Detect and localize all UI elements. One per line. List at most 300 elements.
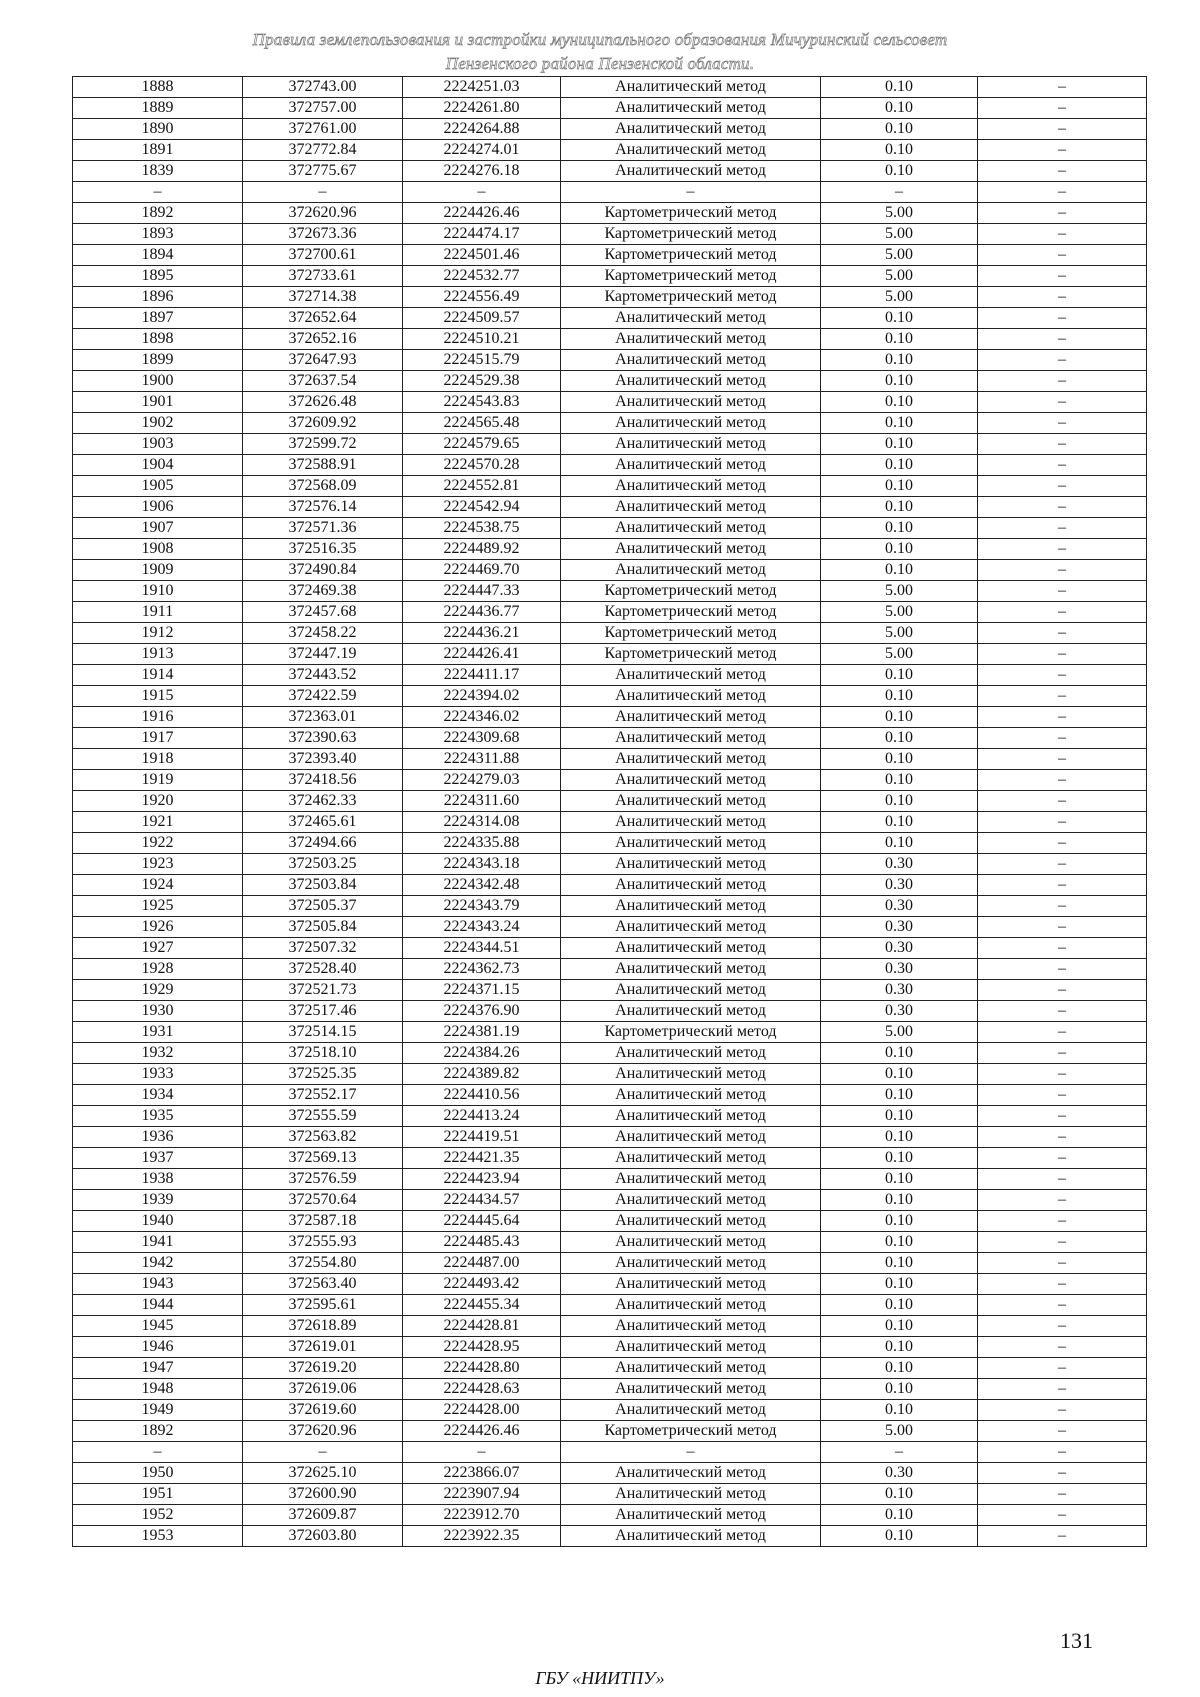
accuracy-cell: 0.10 xyxy=(821,350,978,371)
description-cell: – xyxy=(978,1484,1147,1505)
method-cell: Картометрический метод xyxy=(561,245,821,266)
method-cell: Аналитический метод xyxy=(561,476,821,497)
table-row xyxy=(73,749,1147,770)
method-cell: Аналитический метод xyxy=(561,1127,821,1148)
point-number-cell: 1889 xyxy=(73,98,243,119)
document-footer: ГБУ «НИИТПУ» xyxy=(535,1668,665,1688)
y-coordinate-cell: 2224384.26 xyxy=(403,1043,561,1064)
y-coordinate-cell: – xyxy=(403,1442,561,1463)
point-number-cell: 1923 xyxy=(73,854,243,875)
table-row xyxy=(73,161,1147,182)
method-cell: Картометрический метод xyxy=(561,224,821,245)
method-cell: Аналитический метод xyxy=(561,770,821,791)
x-coordinate-cell: 372418.56 xyxy=(243,770,403,791)
y-coordinate-cell: 2224515.79 xyxy=(403,350,561,371)
table-row xyxy=(73,1421,1147,1442)
coordinates-table xyxy=(72,76,1147,1547)
point-number-cell: 1890 xyxy=(73,119,243,140)
description-cell: – xyxy=(978,623,1147,644)
method-cell: Аналитический метод xyxy=(561,161,821,182)
description-cell: – xyxy=(978,1316,1147,1337)
method-cell: Картометрический метод xyxy=(561,1421,821,1442)
description-cell: – xyxy=(978,770,1147,791)
table-row xyxy=(73,413,1147,434)
y-coordinate-cell: 2224343.79 xyxy=(403,896,561,917)
accuracy-cell: – xyxy=(821,1442,978,1463)
y-coordinate-cell: 2224389.82 xyxy=(403,1064,561,1085)
description-cell: – xyxy=(978,77,1147,98)
table-row xyxy=(73,1001,1147,1022)
method-cell: Аналитический метод xyxy=(561,1211,821,1232)
description-cell: – xyxy=(978,917,1147,938)
x-coordinate-cell: 372516.35 xyxy=(243,539,403,560)
method-cell: Аналитический метод xyxy=(561,1316,821,1337)
method-cell: Картометрический метод xyxy=(561,1022,821,1043)
y-coordinate-cell: 2224274.01 xyxy=(403,140,561,161)
accuracy-cell: 5.00 xyxy=(821,245,978,266)
x-coordinate-cell: 372490.84 xyxy=(243,560,403,581)
point-number-cell: – xyxy=(73,1442,243,1463)
point-number-cell: 1919 xyxy=(73,770,243,791)
method-cell: Аналитический метод xyxy=(561,1295,821,1316)
table-row xyxy=(73,875,1147,896)
description-cell: – xyxy=(978,959,1147,980)
description-cell: – xyxy=(978,203,1147,224)
method-cell: Аналитический метод xyxy=(561,938,821,959)
point-number-cell: 1893 xyxy=(73,224,243,245)
point-number-cell: 1918 xyxy=(73,749,243,770)
method-cell: Аналитический метод xyxy=(561,77,821,98)
description-cell: – xyxy=(978,1337,1147,1358)
method-cell: Аналитический метод xyxy=(561,854,821,875)
y-coordinate-cell: 2224428.81 xyxy=(403,1316,561,1337)
description-cell: – xyxy=(978,665,1147,686)
table-row xyxy=(73,854,1147,875)
accuracy-cell: 0.10 xyxy=(821,1526,978,1547)
description-cell: – xyxy=(978,140,1147,161)
point-number-cell: 1897 xyxy=(73,308,243,329)
description-cell: – xyxy=(978,1421,1147,1442)
y-coordinate-cell: 2224501.46 xyxy=(403,245,561,266)
method-cell: Аналитический метод xyxy=(561,1400,821,1421)
method-cell: Аналитический метод xyxy=(561,119,821,140)
accuracy-cell: 0.10 xyxy=(821,728,978,749)
x-coordinate-cell: 372595.61 xyxy=(243,1295,403,1316)
description-cell: – xyxy=(978,98,1147,119)
y-coordinate-cell: 2224428.00 xyxy=(403,1400,561,1421)
point-number-cell: 1914 xyxy=(73,665,243,686)
x-coordinate-cell: 372652.64 xyxy=(243,308,403,329)
point-number-cell: 1942 xyxy=(73,1253,243,1274)
point-number-cell: 1924 xyxy=(73,875,243,896)
accuracy-cell: 5.00 xyxy=(821,203,978,224)
accuracy-cell: 0.10 xyxy=(821,1190,978,1211)
method-cell: Аналитический метод xyxy=(561,308,821,329)
page-number: 131 xyxy=(1060,1628,1093,1653)
description-cell: – xyxy=(978,938,1147,959)
table-row xyxy=(73,1337,1147,1358)
point-number-cell: 1892 xyxy=(73,1421,243,1442)
table-row xyxy=(73,833,1147,854)
method-cell: Картометрический метод xyxy=(561,623,821,644)
x-coordinate-cell: 372772.84 xyxy=(243,140,403,161)
x-coordinate-cell: 372465.61 xyxy=(243,812,403,833)
point-number-cell: 1902 xyxy=(73,413,243,434)
accuracy-cell: 0.10 xyxy=(821,497,978,518)
accuracy-cell: 0.10 xyxy=(821,308,978,329)
y-coordinate-cell: 2224447.33 xyxy=(403,581,561,602)
accuracy-cell: 0.10 xyxy=(821,560,978,581)
x-coordinate-cell: 372600.90 xyxy=(243,1484,403,1505)
table-row xyxy=(73,1043,1147,1064)
x-coordinate-cell: 372620.96 xyxy=(243,1421,403,1442)
point-number-cell: 1901 xyxy=(73,392,243,413)
accuracy-cell: 0.30 xyxy=(821,917,978,938)
description-cell: – xyxy=(978,1358,1147,1379)
method-cell: Аналитический метод xyxy=(561,140,821,161)
description-cell: – xyxy=(978,980,1147,1001)
x-coordinate-cell: 372619.20 xyxy=(243,1358,403,1379)
table-row xyxy=(73,1463,1147,1484)
point-number-cell: 1947 xyxy=(73,1358,243,1379)
y-coordinate-cell: 2224344.51 xyxy=(403,938,561,959)
x-coordinate-cell: 372609.92 xyxy=(243,413,403,434)
method-cell: Аналитический метод xyxy=(561,413,821,434)
point-number-cell: 1892 xyxy=(73,203,243,224)
description-cell: – xyxy=(978,728,1147,749)
x-coordinate-cell: 372571.36 xyxy=(243,518,403,539)
x-coordinate-cell: 372588.91 xyxy=(243,455,403,476)
point-number-cell: 1899 xyxy=(73,350,243,371)
point-number-cell: 1911 xyxy=(73,602,243,623)
description-cell: – xyxy=(978,1190,1147,1211)
table-row xyxy=(73,644,1147,665)
table-row xyxy=(73,1211,1147,1232)
table-row xyxy=(73,1148,1147,1169)
accuracy-cell: 0.10 xyxy=(821,1358,978,1379)
accuracy-cell: 0.10 xyxy=(821,833,978,854)
header-line-2: Пензенского района Пензенской области. xyxy=(445,54,755,73)
accuracy-cell: 0.10 xyxy=(821,707,978,728)
accuracy-cell: 0.10 xyxy=(821,77,978,98)
x-coordinate-cell: 372587.18 xyxy=(243,1211,403,1232)
table-row xyxy=(73,371,1147,392)
method-cell: Аналитический метод xyxy=(561,875,821,896)
accuracy-cell: 0.10 xyxy=(821,161,978,182)
x-coordinate-cell: 372609.87 xyxy=(243,1505,403,1526)
table-row xyxy=(73,560,1147,581)
point-number-cell: 1932 xyxy=(73,1043,243,1064)
description-cell: – xyxy=(978,560,1147,581)
x-coordinate-cell: 372521.73 xyxy=(243,980,403,1001)
x-coordinate-cell: 372568.09 xyxy=(243,476,403,497)
table-row xyxy=(73,1379,1147,1400)
point-number-cell: 1895 xyxy=(73,266,243,287)
table-row xyxy=(73,602,1147,623)
method-cell: Аналитический метод xyxy=(561,1064,821,1085)
method-cell: Аналитический метод xyxy=(561,497,821,518)
description-cell: – xyxy=(978,1400,1147,1421)
x-coordinate-cell: 372563.82 xyxy=(243,1127,403,1148)
method-cell: Аналитический метод xyxy=(561,896,821,917)
y-coordinate-cell: 2224371.15 xyxy=(403,980,561,1001)
point-number-cell: 1927 xyxy=(73,938,243,959)
description-cell: – xyxy=(978,875,1147,896)
description-cell: – xyxy=(978,1379,1147,1400)
accuracy-cell: 0.30 xyxy=(821,938,978,959)
accuracy-cell: 0.10 xyxy=(821,98,978,119)
x-coordinate-cell: 372390.63 xyxy=(243,728,403,749)
point-number-cell: 1945 xyxy=(73,1316,243,1337)
table-row xyxy=(73,1127,1147,1148)
table-row xyxy=(73,1358,1147,1379)
table-row xyxy=(73,791,1147,812)
method-cell: Аналитический метод xyxy=(561,1085,821,1106)
point-number-cell: 1905 xyxy=(73,476,243,497)
accuracy-cell: 0.30 xyxy=(821,959,978,980)
point-number-cell: 1913 xyxy=(73,644,243,665)
accuracy-cell: 0.10 xyxy=(821,1148,978,1169)
description-cell: – xyxy=(978,434,1147,455)
x-coordinate-cell: 372775.67 xyxy=(243,161,403,182)
point-number-cell: 1917 xyxy=(73,728,243,749)
y-coordinate-cell: 2224428.80 xyxy=(403,1358,561,1379)
y-coordinate-cell: 2224579.65 xyxy=(403,434,561,455)
y-coordinate-cell: – xyxy=(403,182,561,203)
description-cell: – xyxy=(978,707,1147,728)
x-coordinate-cell: 372603.80 xyxy=(243,1526,403,1547)
x-coordinate-cell: 372517.46 xyxy=(243,1001,403,1022)
description-cell: – xyxy=(978,1505,1147,1526)
method-cell: Аналитический метод xyxy=(561,1484,821,1505)
method-cell: Аналитический метод xyxy=(561,686,821,707)
point-number-cell: 1915 xyxy=(73,686,243,707)
y-coordinate-cell: 2224426.41 xyxy=(403,644,561,665)
point-number-cell: 1931 xyxy=(73,1022,243,1043)
header-line-1: Правила землепользования и застройки муниципального образования Мичуринский сельсовет xyxy=(252,30,948,49)
method-cell: Аналитический метод xyxy=(561,707,821,728)
method-cell: Аналитический метод xyxy=(561,749,821,770)
description-cell: – xyxy=(978,119,1147,140)
y-coordinate-cell: 2224410.56 xyxy=(403,1085,561,1106)
description-cell: – xyxy=(978,854,1147,875)
y-coordinate-cell: 2224423.94 xyxy=(403,1169,561,1190)
table-row xyxy=(73,1169,1147,1190)
x-coordinate-cell: 372625.10 xyxy=(243,1463,403,1484)
description-cell: – xyxy=(978,812,1147,833)
x-coordinate-cell: 372363.01 xyxy=(243,707,403,728)
method-cell: Аналитический метод xyxy=(561,1274,821,1295)
point-number-cell: 1898 xyxy=(73,329,243,350)
table-row xyxy=(73,518,1147,539)
point-number-cell: 1941 xyxy=(73,1232,243,1253)
description-cell: – xyxy=(978,1043,1147,1064)
accuracy-cell: 0.10 xyxy=(821,1211,978,1232)
table-row xyxy=(73,497,1147,518)
description-cell: – xyxy=(978,749,1147,770)
table-row xyxy=(73,581,1147,602)
table-row xyxy=(73,119,1147,140)
y-coordinate-cell: 2224342.48 xyxy=(403,875,561,896)
table-row xyxy=(73,287,1147,308)
x-coordinate-cell: 372619.60 xyxy=(243,1400,403,1421)
x-coordinate-cell: 372569.13 xyxy=(243,1148,403,1169)
table-row xyxy=(73,392,1147,413)
description-cell: – xyxy=(978,1463,1147,1484)
y-coordinate-cell: 2224436.21 xyxy=(403,623,561,644)
method-cell: Аналитический метод xyxy=(561,1106,821,1127)
y-coordinate-cell: 2224413.24 xyxy=(403,1106,561,1127)
method-cell: Аналитический метод xyxy=(561,392,821,413)
point-number-cell: 1907 xyxy=(73,518,243,539)
x-coordinate-cell: 372761.00 xyxy=(243,119,403,140)
table-row xyxy=(73,665,1147,686)
y-coordinate-cell: 2224556.49 xyxy=(403,287,561,308)
description-cell: – xyxy=(978,161,1147,182)
method-cell: Аналитический метод xyxy=(561,812,821,833)
y-coordinate-cell: 2224489.92 xyxy=(403,539,561,560)
table-row xyxy=(73,1295,1147,1316)
y-coordinate-cell: 2224538.75 xyxy=(403,518,561,539)
x-coordinate-cell: 372599.72 xyxy=(243,434,403,455)
description-cell: – xyxy=(978,896,1147,917)
table-row xyxy=(73,476,1147,497)
x-coordinate-cell: 372393.40 xyxy=(243,749,403,770)
x-coordinate-cell: – xyxy=(243,1442,403,1463)
point-number-cell: 1921 xyxy=(73,812,243,833)
accuracy-cell: 0.10 xyxy=(821,329,978,350)
y-coordinate-cell: 2224394.02 xyxy=(403,686,561,707)
description-cell: – xyxy=(978,644,1147,665)
description-cell: – xyxy=(978,224,1147,245)
point-number-cell: 1916 xyxy=(73,707,243,728)
point-number-cell: 1952 xyxy=(73,1505,243,1526)
table-row xyxy=(73,329,1147,350)
x-coordinate-cell: 372570.64 xyxy=(243,1190,403,1211)
y-coordinate-cell: 2224445.64 xyxy=(403,1211,561,1232)
y-coordinate-cell: 2224474.17 xyxy=(403,224,561,245)
point-number-cell: 1943 xyxy=(73,1274,243,1295)
description-cell: – xyxy=(978,581,1147,602)
table-row xyxy=(73,98,1147,119)
method-cell: Аналитический метод xyxy=(561,1526,821,1547)
y-coordinate-cell: 2224426.46 xyxy=(403,1421,561,1442)
y-coordinate-cell: 2224346.02 xyxy=(403,707,561,728)
method-cell: Аналитический метод xyxy=(561,371,821,392)
description-cell: – xyxy=(978,350,1147,371)
point-number-cell: 1909 xyxy=(73,560,243,581)
y-coordinate-cell: 2224493.42 xyxy=(403,1274,561,1295)
y-coordinate-cell: 2224381.19 xyxy=(403,1022,561,1043)
y-coordinate-cell: 2224343.24 xyxy=(403,917,561,938)
accuracy-cell: 0.10 xyxy=(821,1295,978,1316)
y-coordinate-cell: 2224469.70 xyxy=(403,560,561,581)
point-number-cell: 1925 xyxy=(73,896,243,917)
y-coordinate-cell: 2224314.08 xyxy=(403,812,561,833)
x-coordinate-cell: 372457.68 xyxy=(243,602,403,623)
method-cell: – xyxy=(561,182,821,203)
y-coordinate-cell: 2224426.46 xyxy=(403,203,561,224)
method-cell: Аналитический метод xyxy=(561,434,821,455)
table-row xyxy=(73,959,1147,980)
point-number-cell: 1888 xyxy=(73,77,243,98)
table-row xyxy=(73,77,1147,98)
x-coordinate-cell: 372505.37 xyxy=(243,896,403,917)
description-cell: – xyxy=(978,392,1147,413)
point-number-cell: 1930 xyxy=(73,1001,243,1022)
method-cell: Аналитический метод xyxy=(561,329,821,350)
method-cell: Аналитический метод xyxy=(561,518,821,539)
x-coordinate-cell: 372528.40 xyxy=(243,959,403,980)
method-cell: Аналитический метод xyxy=(561,665,821,686)
method-cell: Картометрический метод xyxy=(561,203,821,224)
point-number-cell: 1938 xyxy=(73,1169,243,1190)
method-cell: Аналитический метод xyxy=(561,959,821,980)
method-cell: Картометрический метод xyxy=(561,644,821,665)
accuracy-cell: 0.30 xyxy=(821,1463,978,1484)
point-number-cell: 1948 xyxy=(73,1379,243,1400)
description-cell: – xyxy=(978,1253,1147,1274)
point-number-cell: 1920 xyxy=(73,791,243,812)
y-coordinate-cell: 2224434.57 xyxy=(403,1190,561,1211)
y-coordinate-cell: 2224276.18 xyxy=(403,161,561,182)
accuracy-cell: 0.10 xyxy=(821,119,978,140)
description-cell: – xyxy=(978,602,1147,623)
point-number-cell: 1900 xyxy=(73,371,243,392)
point-number-cell: 1953 xyxy=(73,1526,243,1547)
accuracy-cell: 0.10 xyxy=(821,1127,978,1148)
x-coordinate-cell: 372552.17 xyxy=(243,1085,403,1106)
table-row xyxy=(73,224,1147,245)
description-cell: – xyxy=(978,371,1147,392)
method-cell: Аналитический метод xyxy=(561,455,821,476)
y-coordinate-cell: 2224510.21 xyxy=(403,329,561,350)
table-row xyxy=(73,266,1147,287)
method-cell: Аналитический метод xyxy=(561,1043,821,1064)
x-coordinate-cell: 372469.38 xyxy=(243,581,403,602)
description-cell: – xyxy=(978,1022,1147,1043)
y-coordinate-cell: 2223922.35 xyxy=(403,1526,561,1547)
method-cell: Картометрический метод xyxy=(561,266,821,287)
accuracy-cell: 0.10 xyxy=(821,1400,978,1421)
y-coordinate-cell: 2224311.88 xyxy=(403,749,561,770)
x-coordinate-cell: 372503.84 xyxy=(243,875,403,896)
point-number-cell: 1928 xyxy=(73,959,243,980)
method-cell: Аналитический метод xyxy=(561,1169,821,1190)
table-row xyxy=(73,455,1147,476)
table-row xyxy=(73,686,1147,707)
accuracy-cell: 0.10 xyxy=(821,1505,978,1526)
accuracy-cell: 5.00 xyxy=(821,1421,978,1442)
description-cell: – xyxy=(978,476,1147,497)
accuracy-cell: 5.00 xyxy=(821,623,978,644)
method-cell: Аналитический метод xyxy=(561,539,821,560)
description-cell: – xyxy=(978,308,1147,329)
y-coordinate-cell: 2224428.95 xyxy=(403,1337,561,1358)
x-coordinate-cell: – xyxy=(243,182,403,203)
point-number-cell: 1935 xyxy=(73,1106,243,1127)
point-number-cell: 1903 xyxy=(73,434,243,455)
x-coordinate-cell: 372555.93 xyxy=(243,1232,403,1253)
description-cell: – xyxy=(978,1148,1147,1169)
accuracy-cell: 0.10 xyxy=(821,1064,978,1085)
table-row xyxy=(73,1085,1147,1106)
x-coordinate-cell: 372673.36 xyxy=(243,224,403,245)
y-coordinate-cell: 2224421.35 xyxy=(403,1148,561,1169)
y-coordinate-cell: 2224529.38 xyxy=(403,371,561,392)
method-cell: Аналитический метод xyxy=(561,833,821,854)
x-coordinate-cell: 372518.10 xyxy=(243,1043,403,1064)
